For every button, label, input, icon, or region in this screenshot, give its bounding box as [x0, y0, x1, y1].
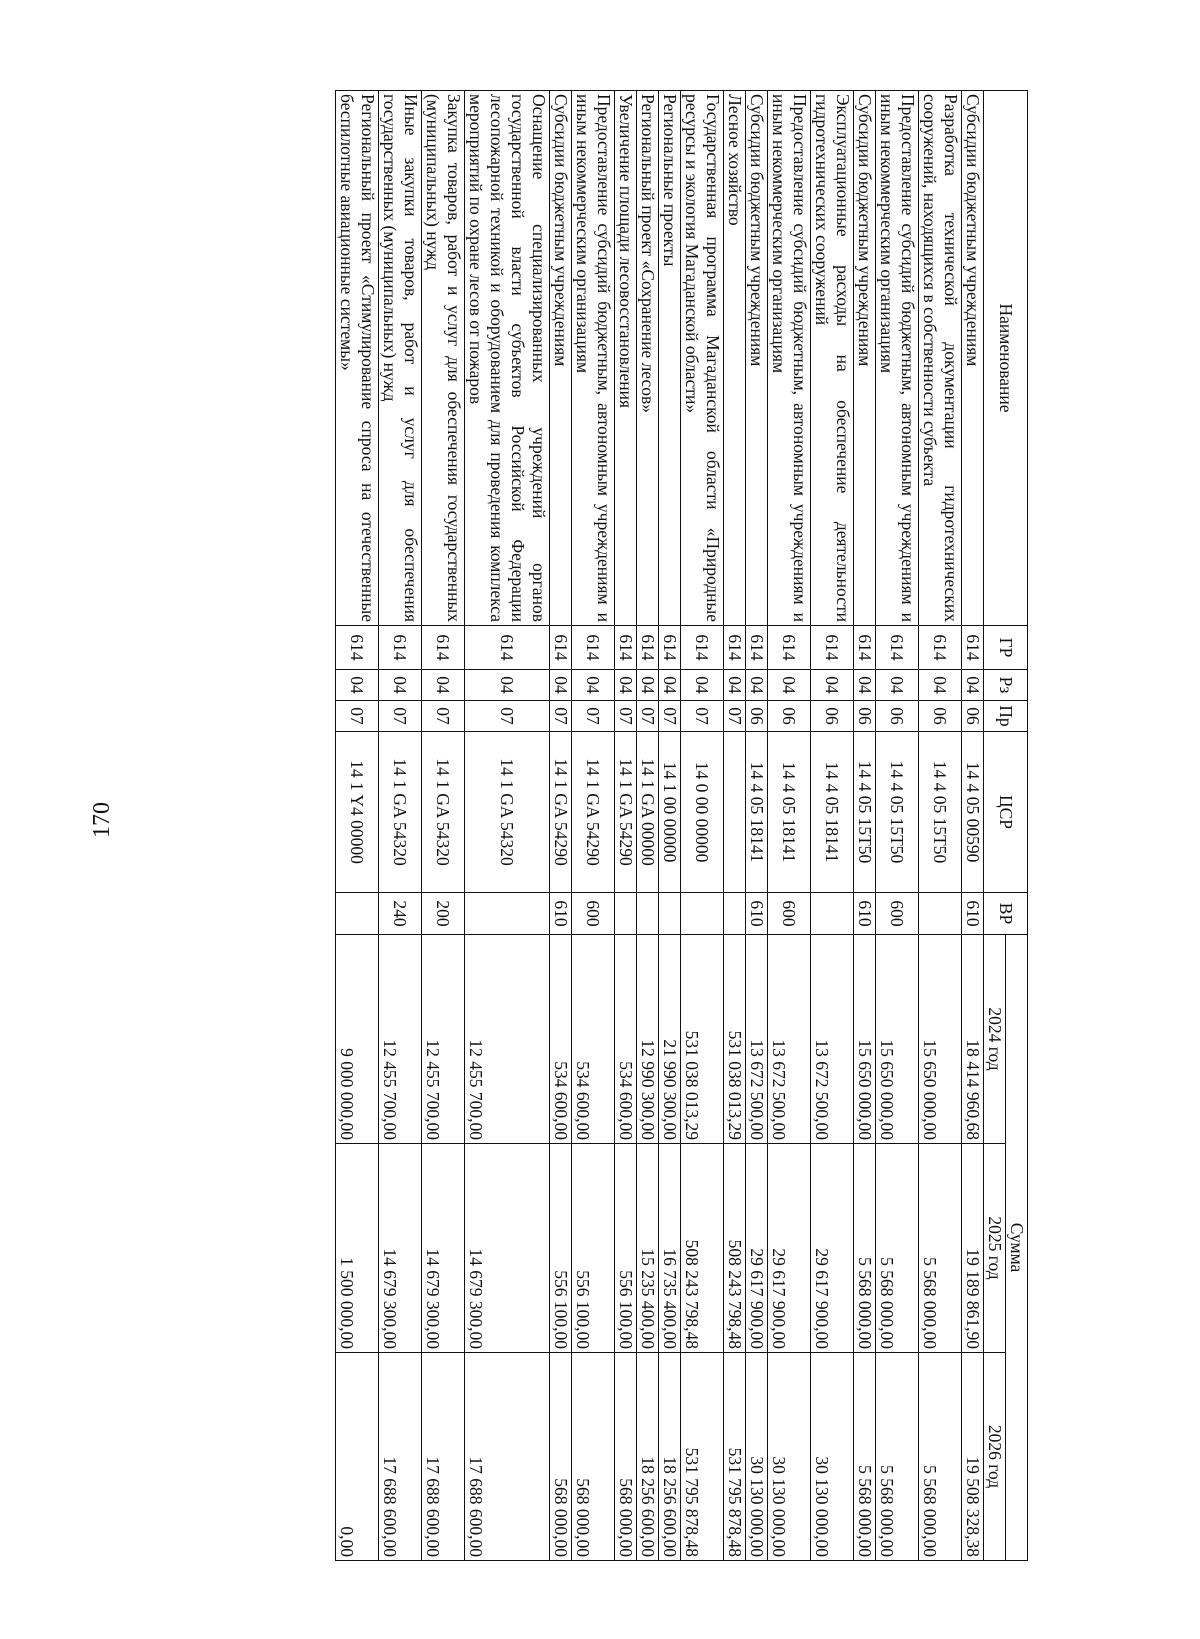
cell-vr: 240: [379, 893, 422, 935]
cell-2024: 15 650 000,00: [919, 935, 962, 1144]
cell-csr: 14 4 05 18141: [768, 732, 811, 893]
cell-2025: 29 617 900,00: [811, 1144, 854, 1353]
cell-gr: 614: [681, 626, 724, 670]
cell-vr: [659, 893, 681, 935]
cell-2025: 1 500 000,00: [336, 1144, 379, 1353]
cell-name: Субсидии бюджетным учреждениям: [854, 91, 876, 626]
cell-pr: 06: [768, 701, 811, 732]
table-row: [659, 91, 681, 1561]
cell-pr: 07: [422, 701, 465, 732]
cell-csr: 14 1 GA 54290: [615, 732, 637, 893]
cell-csr: 14 4 05 15Т50: [919, 732, 962, 893]
cell-gr: 614: [768, 626, 811, 670]
cell-2024: 13 672 500,00: [768, 935, 811, 1144]
cell-rz: 04: [811, 670, 854, 701]
cell-pr: 07: [681, 701, 724, 732]
cell-vr: [681, 893, 724, 935]
cell-vr: [637, 893, 659, 935]
cell-gr: 614: [615, 626, 637, 670]
cell-name: Субсидии бюджетным учреждениям: [550, 91, 572, 626]
cell-rz: 04: [768, 670, 811, 701]
cell-2025: 14 679 300,00: [465, 1144, 550, 1353]
cell-pr: 07: [550, 701, 572, 732]
page-number: 170: [89, 802, 115, 838]
cell-pr: 06: [876, 701, 919, 732]
table-row: [572, 91, 615, 1561]
cell-pr: 07: [615, 701, 637, 732]
col-header-2025: 2025 год: [984, 1144, 1006, 1353]
cell-gr: 614: [724, 626, 746, 670]
cell-rz: 04: [962, 670, 984, 701]
table-row: [637, 91, 659, 1561]
cell-2025: 508 243 798,48: [681, 1144, 724, 1353]
cell-2024: 12 455 700,00: [379, 935, 422, 1144]
table-header: [984, 91, 1028, 1561]
cell-2025: 5 568 000,00: [919, 1144, 962, 1353]
cell-2026: 19 508 328,38: [962, 1353, 984, 1561]
cell-2026: 568 000,00: [615, 1353, 637, 1561]
cell-pr: 07: [572, 701, 615, 732]
cell-2024: 15 650 000,00: [854, 935, 876, 1144]
cell-pr: 07: [379, 701, 422, 732]
cell-pr: 06: [962, 701, 984, 732]
cell-rz: 04: [422, 670, 465, 701]
cell-rz: 04: [724, 670, 746, 701]
table-row: [854, 91, 876, 1561]
cell-2024: 12 455 700,00: [422, 935, 465, 1144]
cell-vr: [919, 893, 962, 935]
col-header-rz: Рз: [984, 670, 1028, 701]
cell-2024: 21 990 300,00: [659, 935, 681, 1144]
col-header-vr: ВР: [984, 893, 1028, 935]
cell-2024: 12 990 300,00: [637, 935, 659, 1144]
cell-rz: 04: [854, 670, 876, 701]
cell-2026: 30 130 000,00: [746, 1353, 768, 1561]
col-header-gr: ГР: [984, 626, 1028, 670]
cell-gr: 614: [919, 626, 962, 670]
cell-2024: 9 000 000,00: [336, 935, 379, 1144]
cell-pr: 06: [919, 701, 962, 732]
cell-rz: 04: [876, 670, 919, 701]
cell-name: Лесное хозяйство: [724, 91, 746, 626]
col-header-2024: 2024 год: [984, 935, 1006, 1144]
cell-gr: 614: [336, 626, 379, 670]
cell-name: Иные закупки товаров, работ и услуг для обеспечения государственных (муниципальных) нужд: [379, 91, 422, 626]
table-row: [962, 91, 984, 1561]
cell-name: Предоставление субсидий бюджетным, автономным учреждениям и иным некоммерческим организациям: [572, 91, 615, 626]
cell-2024: 531 038 013,29: [724, 935, 746, 1144]
cell-2025: 29 617 900,00: [746, 1144, 768, 1353]
cell-2025: 29 617 900,00: [768, 1144, 811, 1353]
cell-vr: [336, 893, 379, 935]
cell-gr: 614: [746, 626, 768, 670]
cell-2026: 5 568 000,00: [919, 1353, 962, 1561]
cell-2024: 12 455 700,00: [465, 935, 550, 1144]
cell-name: Предоставление субсидий бюджетным, автономным учреждениям и иным некоммерческим организациям: [768, 91, 811, 626]
table-row: [876, 91, 919, 1561]
cell-2026: 30 130 000,00: [811, 1353, 854, 1561]
table-row: [919, 91, 962, 1561]
cell-gr: 614: [465, 626, 550, 670]
cell-vr: [811, 893, 854, 935]
cell-2026: 17 688 600,00: [465, 1353, 550, 1561]
cell-vr: 600: [768, 893, 811, 935]
cell-2026: 5 568 000,00: [876, 1353, 919, 1561]
cell-2024: 13 672 500,00: [746, 935, 768, 1144]
cell-2025: 14 679 300,00: [379, 1144, 422, 1353]
cell-vr: 200: [422, 893, 465, 935]
cell-csr: 14 1 00 00000: [659, 732, 681, 893]
cell-rz: 04: [336, 670, 379, 701]
cell-rz: 04: [637, 670, 659, 701]
cell-2024: 534 600,00: [615, 935, 637, 1144]
cell-gr: 614: [659, 626, 681, 670]
cell-vr: 600: [572, 893, 615, 935]
cell-pr: 06: [854, 701, 876, 732]
cell-2026: 568 000,00: [550, 1353, 572, 1561]
cell-rz: 04: [572, 670, 615, 701]
budget-table-container: [168, 90, 1028, 1560]
table-row: [811, 91, 854, 1561]
cell-csr: 14 4 05 15Т50: [854, 732, 876, 893]
cell-gr: 614: [962, 626, 984, 670]
cell-gr: 614: [854, 626, 876, 670]
cell-2024: 531 038 013,29: [681, 935, 724, 1144]
table-row: [746, 91, 768, 1561]
cell-pr: 07: [659, 701, 681, 732]
table-row: [336, 91, 379, 1561]
col-header-2026: 2026 год: [984, 1353, 1006, 1561]
cell-2025: 14 679 300,00: [422, 1144, 465, 1353]
table-row: [422, 91, 465, 1561]
cell-name: Субсидии бюджетным учреждениям: [746, 91, 768, 626]
cell-2025: 556 100,00: [550, 1144, 572, 1353]
table-row: [465, 91, 550, 1561]
cell-2026: 30 130 000,00: [768, 1353, 811, 1561]
table-row: [550, 91, 572, 1561]
cell-rz: 04: [615, 670, 637, 701]
cell-2025: 5 568 000,00: [854, 1144, 876, 1353]
cell-csr: [724, 732, 746, 893]
cell-csr: 14 0 00 00000: [681, 732, 724, 893]
cell-csr: 14 1 GA 54290: [550, 732, 572, 893]
cell-2026: 17 688 600,00: [422, 1353, 465, 1561]
cell-2025: 19 189 861,90: [962, 1144, 984, 1353]
cell-2026: 18 256 600,00: [659, 1353, 681, 1561]
cell-2025: 508 243 798,48: [724, 1144, 746, 1353]
cell-2026: 531 795 878,48: [681, 1353, 724, 1561]
cell-2026: 531 795 878,48: [724, 1353, 746, 1561]
cell-csr: 14 4 05 15Т50: [876, 732, 919, 893]
cell-vr: [465, 893, 550, 935]
cell-2025: 16 735 400,00: [659, 1144, 681, 1353]
cell-csr: 14 4 05 18141: [811, 732, 854, 893]
cell-gr: 614: [422, 626, 465, 670]
col-header-name: Наименование: [984, 91, 1028, 626]
table-row: [768, 91, 811, 1561]
cell-name: Эксплуатационные расходы на обеспечение деятельности гидротехнических сооружений: [811, 91, 854, 626]
cell-csr: 14 1 GA 00000: [637, 732, 659, 893]
cell-gr: 614: [572, 626, 615, 670]
cell-name: Региональный проект «Стимулирование спроса на отечественные беспилотные авиационные системы»: [336, 91, 379, 626]
cell-rz: 04: [919, 670, 962, 701]
cell-csr: 14 1 Y4 00000: [336, 732, 379, 893]
cell-2026: 0,00: [336, 1353, 379, 1561]
table-row: [724, 91, 746, 1561]
cell-pr: 06: [746, 701, 768, 732]
cell-pr: 07: [724, 701, 746, 732]
cell-name: Региональный проект «Сохранение лесов»: [637, 91, 659, 626]
cell-rz: 04: [681, 670, 724, 701]
cell-2026: 5 568 000,00: [854, 1353, 876, 1561]
cell-name: Разработка технической документации гидротехнических сооружений, находящихся в собственности субъекта: [919, 91, 962, 626]
cell-name: Предоставление субсидий бюджетным, автономным учреждениям и иным некоммерческим организациям: [876, 91, 919, 626]
cell-name: Субсидии бюджетным учреждениям: [962, 91, 984, 626]
cell-2025: 556 100,00: [615, 1144, 637, 1353]
cell-2026: 17 688 600,00: [379, 1353, 422, 1561]
cell-gr: 614: [811, 626, 854, 670]
cell-gr: 614: [550, 626, 572, 670]
cell-vr: 610: [746, 893, 768, 935]
cell-vr: [724, 893, 746, 935]
table-row: [615, 91, 637, 1561]
cell-name: Закупка товаров, работ и услуг для обеспечения государственных (муниципальных) нужд: [422, 91, 465, 626]
cell-vr: 610: [962, 893, 984, 935]
cell-2026: 18 256 600,00: [637, 1353, 659, 1561]
col-header-sum: Сумма: [1006, 935, 1028, 1561]
cell-rz: 04: [659, 670, 681, 701]
cell-name: Увеличение площади лесовосстановления: [615, 91, 637, 626]
cell-csr: 14 1 GA 54290: [572, 732, 615, 893]
cell-2024: 534 600,00: [572, 935, 615, 1144]
cell-gr: 614: [637, 626, 659, 670]
cell-csr: 14 1 GA 54320: [422, 732, 465, 893]
cell-csr: 14 1 GA 54320: [465, 732, 550, 893]
cell-2024: 13 672 500,00: [811, 935, 854, 1144]
cell-gr: 614: [379, 626, 422, 670]
cell-rz: 04: [746, 670, 768, 701]
cell-rz: 04: [550, 670, 572, 701]
cell-rz: 04: [465, 670, 550, 701]
cell-2025: 556 100,00: [572, 1144, 615, 1353]
cell-name: Государственная программа Магаданской области «Природные ресурсы и экология Магаданской области»: [681, 91, 724, 626]
cell-gr: 614: [876, 626, 919, 670]
cell-name: Оснащение специализированных учреждений органов государственной власти субъектов Российской Федерации лесопожарной техникой и оборудованием для проведения комплекса мероприятий по охране лесов от пожаров: [465, 91, 550, 626]
cell-vr: 610: [854, 893, 876, 935]
cell-vr: [615, 893, 637, 935]
cell-2025: 15 235 400,00: [637, 1144, 659, 1353]
cell-2024: 18 414 960,68: [962, 935, 984, 1144]
col-header-pr: Пр: [984, 701, 1028, 732]
cell-2024: 534 600,00: [550, 935, 572, 1144]
cell-pr: 07: [336, 701, 379, 732]
cell-2025: 5 568 000,00: [876, 1144, 919, 1353]
cell-name: Региональные проекты: [659, 91, 681, 626]
cell-2026: 568 000,00: [572, 1353, 615, 1561]
budget-table: [335, 90, 1028, 1561]
cell-pr: 07: [465, 701, 550, 732]
cell-2024: 15 650 000,00: [876, 935, 919, 1144]
col-header-csr: ЦСР: [984, 732, 1028, 893]
cell-vr: 610: [550, 893, 572, 935]
cell-csr: 14 4 05 00590: [962, 732, 984, 893]
cell-csr: 14 1 GA 54320: [379, 732, 422, 893]
table-row: [681, 91, 724, 1561]
table-row: [379, 91, 422, 1561]
cell-vr: 600: [876, 893, 919, 935]
cell-pr: 06: [811, 701, 854, 732]
cell-pr: 07: [637, 701, 659, 732]
cell-csr: 14 4 05 18141: [746, 732, 768, 893]
cell-rz: 04: [379, 670, 422, 701]
